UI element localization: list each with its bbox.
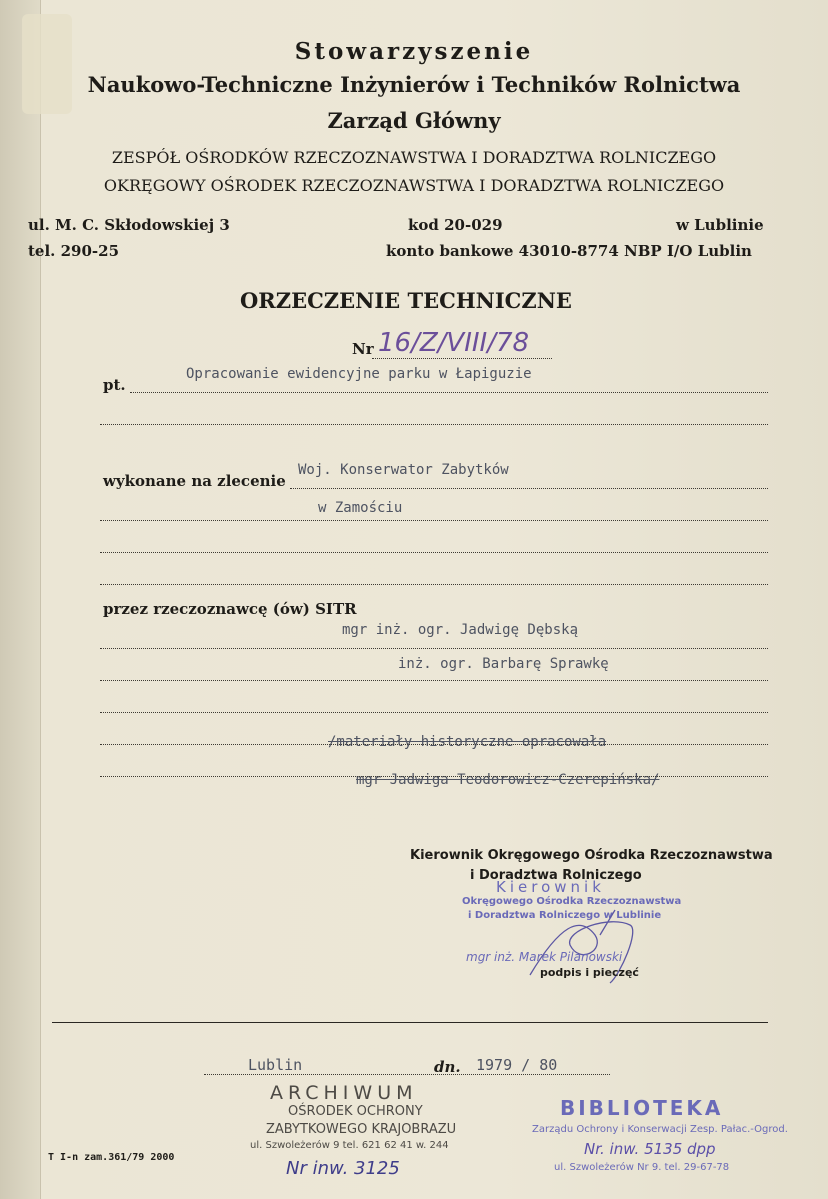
zlecenie-dotted-line-2 bbox=[100, 520, 768, 521]
header-line5: OKRĘGOWY OŚRODEK RZECZOZNAWSTWA I DORADZTWA ROLNICZEGO bbox=[103, 176, 725, 195]
przez-dotted-line bbox=[100, 648, 768, 649]
library-handwriting: Nr. inw. 5135 dpp bbox=[584, 1140, 716, 1158]
document-title: ORZECZENIE TECHNICZNE bbox=[240, 288, 572, 313]
archive-title: ARCHIWUM bbox=[270, 1082, 418, 1104]
library-title: BIBLIOTEKA bbox=[560, 1096, 724, 1120]
przez-dotted-line-3 bbox=[100, 712, 768, 713]
zlecenie-dotted-line-4 bbox=[100, 584, 768, 585]
library-line2: ul. Szwoleżerów Nr 9. tel. 29-67-78 bbox=[554, 1162, 730, 1173]
address-bank: konto bankowe 43010-8774 NBP I/O Lublin bbox=[386, 242, 752, 260]
stamp-title: Kierownik bbox=[496, 878, 605, 896]
address-postal: kod 20-029 bbox=[408, 216, 503, 234]
archive-line3: ul. Szwoleżerów 9 tel. 621 62 41 w. 244 bbox=[250, 1140, 449, 1151]
head-line2: i Doradztwa Rolniczego bbox=[470, 868, 642, 883]
archive-line1: OŚRODEK OCHRONY bbox=[288, 1104, 423, 1119]
przez-dotted-line-5 bbox=[100, 776, 768, 777]
print-code: T I-n zam.361/79 2000 bbox=[48, 1152, 175, 1163]
inventory-number: Nr inw. 3125 bbox=[286, 1158, 400, 1179]
head-line1: Kierownik Okręgowego Ośrodka Rzeczoznawstwa bbox=[410, 848, 773, 863]
nr-value: 16/Z/VIII/78 bbox=[378, 328, 530, 358]
footer-dn-label: dn. bbox=[434, 1058, 461, 1076]
stamp-line1: Okręgowego Ośrodka Rzeczoznawstwa bbox=[462, 896, 682, 907]
zlecenie-label: wykonane na zlecenie bbox=[103, 472, 286, 490]
zlecenie-line2: w Zamościu bbox=[318, 500, 403, 516]
zlecenie-line1: Woj. Konserwator Zabytków bbox=[298, 462, 509, 478]
nr-dotted-line bbox=[372, 358, 552, 359]
zlecenie-dotted-line bbox=[290, 488, 768, 489]
stamp-line2: i Doradztwa Rolniczego w Lublinie bbox=[468, 910, 662, 921]
stamp-name: mgr inż. Marek Pilanowski bbox=[466, 950, 623, 964]
header-line2: Naukowo-Techniczne Inżynierów i Techników Rolnictwa bbox=[87, 72, 741, 97]
archive-line2: ZABYTKOWEGO KRAJOBRAZU bbox=[266, 1122, 457, 1137]
header-line1: Stowarzyszenie bbox=[294, 38, 534, 65]
expert2: inż. ogr. Barbarę Sprawkę bbox=[398, 656, 609, 672]
footer-date: 1979 / 80 bbox=[476, 1056, 558, 1074]
footer-dotted-line bbox=[204, 1074, 610, 1075]
footer-divider bbox=[52, 1022, 768, 1023]
pt-label: pt. bbox=[103, 376, 126, 394]
header-line3: Zarząd Główny bbox=[327, 108, 501, 133]
address-city: w Lublinie bbox=[676, 216, 764, 234]
pt-value: Opracowanie ewidencyjne parku w Łapiguzie bbox=[186, 366, 532, 382]
przez-label: przez rzeczoznawcę (ów) SITR bbox=[103, 600, 357, 618]
expert1: mgr inż. ogr. Jadwigę Dębską bbox=[342, 622, 579, 638]
note1-struck: /materiały historyczne opracowała bbox=[328, 734, 607, 750]
footer-place: Lublin bbox=[248, 1056, 303, 1074]
pt-dotted-line-2 bbox=[100, 424, 768, 425]
address-phone: tel. 290-25 bbox=[28, 242, 120, 260]
pt-dotted-line bbox=[130, 392, 768, 393]
address-street: ul. M. C. Skłodowskiej 3 bbox=[28, 216, 230, 234]
przez-dotted-line-2 bbox=[100, 680, 768, 681]
header-line4: ZESPÓŁ OŚRODKÓW RZECZOZNAWSTWA I DORADZTWA ROLNICZEGO bbox=[111, 148, 717, 167]
note2-struck: mgr Jadwiga Teodorowicz-Czerepińska/ bbox=[356, 772, 660, 788]
library-line1: Zarządu Ochrony i Konserwacji Zesp. Pałac.-Ogrod. bbox=[532, 1124, 788, 1135]
signature-caption: podpis i pieczęć bbox=[540, 966, 639, 979]
zlecenie-dotted-line-3 bbox=[100, 552, 768, 553]
nr-label: Nr bbox=[352, 340, 374, 358]
przez-dotted-line-4 bbox=[100, 744, 768, 745]
